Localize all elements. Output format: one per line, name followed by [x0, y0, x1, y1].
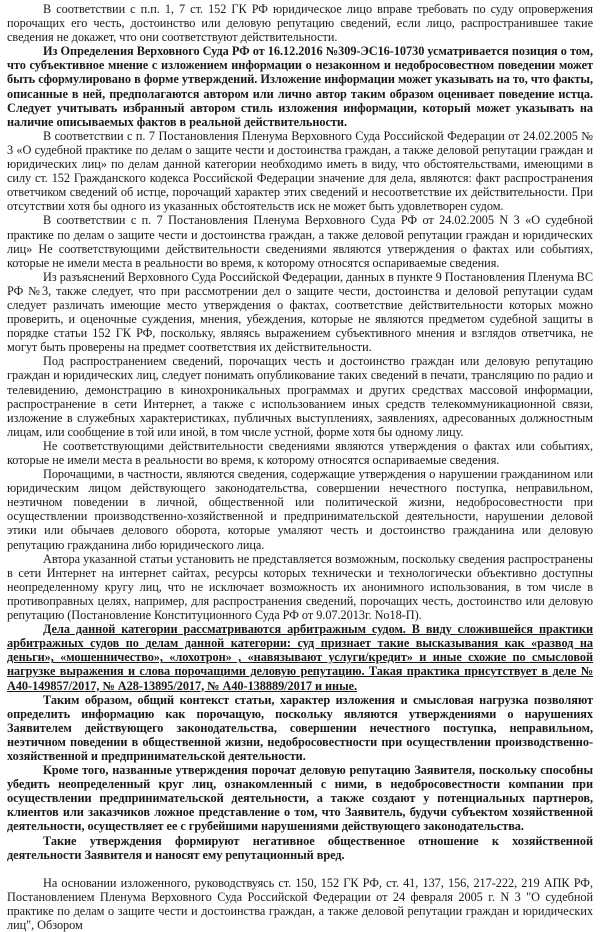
- paragraph-plenum-resolution-p7-false-info: В соответствии с п. 7 Постановления Пленума Верховного Суда РФ от 24.02.2005 N 3 «О судебной практике по делам о защите чести и достоинства граждан, а также деловой репутации граждан и юридических лиц» Не соответствующими действительности сведениями являются утверждения о фактах или событиях, которые не имели места в реальности во время, к которому относятся оспариваемые сведения.: [7, 213, 593, 270]
- paragraph-plenum-resolution-p7: В соответствии с п. 7 Постановления Пленума Верховного Суда Российской Федерации от 24.02.2005 № 3 «О судебной практике по делам о защите чести и достоинства граждан, а также деловой репутации граждан и юридических лиц» по делам данной категории необходимо иметь в виду, что обстоятельствами, имеющими в силу ст. 152 Гражданского кодекса Российской Федерации значение для дела, являются: факт распространения ответчиком сведений об истце, порочащий характер этих сведений и несоответствие их действительности. При отсутствии хотя бы одного из указанных обстоятельств иск не может быть удовлетворен судом.: [7, 128, 593, 214]
- paragraph-false-info-definition: Не соответствующими действительности сведениями являются утверждения о фактах или событиях, которые не имели места в реальности во время, к которому относятся оспариваемые сведения.: [7, 438, 593, 467]
- paragraph-supreme-court-ruling: Из Определения Верховного Суда РФ от 16.12.2016 №309-ЭС16-10730 усматривается позиция о том, что субъективное мнение с изложением информации о незаконном и недобросовестном поведении может быть сформулировано в форме утверждений. Изложение информации может указывать на то, что факты, описанные в ней, предполагаются автором или лично автор таким образом оценивает поведение истца. Следует учитывать избранный автором стиль изложения информации, который может указывать на наличие описываемых фактов в реальной действительности.: [7, 44, 593, 129]
- paragraph-legal-basis: В соответствии с п.п. 1, 7 ст. 152 ГК РФ юридическое лицо вправе требовать по суду опровержения порочащих его честь, достоинство или деловую репутацию сведений, если лицо, распространившее такие сведения не докажет, что они соответствуют действительности.: [7, 2, 593, 45]
- paragraph-clarifications-p9: Из разъяснений Верховного Суда Российской Федерации, данных в пункте 9 Постановления Пленума ВС РФ №3, также следует, что при рассмотрении дел о защите чести, достоинства и деловой репутации судам следует различать имеющие место утверждения о фактах, соответствие действительности которых можно проверить, и оценочные суждения, мнения, убеждения, которые не являются предметом судебной защиты в порядке статьи 152 ГК РФ, поскольку, являясь выражением субъективного мнения и взглядов ответчика, не могут быть проверены на предмет соответствия их действительности.: [7, 269, 593, 355]
- paragraph-dissemination-definition: Под распространением сведений, порочащих честь и достоинство граждан или деловую репутацию граждан и юридических лиц, следует понимать опубликование таких сведений в печати, трансляцию по радио и телевидению, демонстрацию в кинохроникальных программах и других средствах массовой информации, распространение в сети Интернет, а также с использованием иных средств телекоммуникационной связи, изложение в служебных характеристиках, публичных выступлениях, заявлениях, адресованных должностным лицам, или сообщение в той или иной, в том числе устной, форме хотя бы одному лицу.: [7, 354, 593, 439]
- paragraph-reputation-damage: Кроме того, названные утверждения порочат деловую репутацию Заявителя, поскольку способны убедить неопределенный круг лиц, ознакомленный с ними, в недобросовестности компании при осуществлении предпринимательской деятельности, а также создают у потенциальных партнеров, клиентов или заказчиков ложное представление о том, что Заявитель, будучи субъектом хозяйственной деятельности, осуществляет ее с грубейшими нарушениями действующего законодательства.: [7, 763, 593, 834]
- paragraph-grounds: На основании изложенного, руководствуясь ст. 150, 152 ГК РФ, ст. 41, 137, 156, 217-222, 219 АПК РФ, Постановлением Пленума Верховного Суда Российской Федерации от 24 февраля 2005 г. N 3 "О судебной практике по делам о защите чести и достоинства граждан, а также деловой репутации граждан и юридических лиц", Обзором: [7, 875, 593, 932]
- paragraph-arbitration-practice: Дела данной категории рассматриваются арбитражным судом. В виду сложившейся практики арбитражных судов по делам данной категории: суд признает такие высказывания как «развод на деньги», «мошенничество», «лохотрон» , «навязывают услуги/кредит» и иные схожие по смысловой нагрузке выражения и слова порочащими деловую репутацию. Такая практика присутствует в деле № А40-149857/2017, № А28-13895/2017, № А40-138889/2017 и иные.: [7, 622, 593, 693]
- paragraph-defamatory-definition: Порочащими, в частности, являются сведения, содержащие утверждения о нарушении гражданином или юридическим лицом действующего законодательства, совершении нечестного поступка, неправильном, неэтичном поведении в личной, общественной или политической жизни, недобросовестности при осуществлении производственно-хозяйственной и предпринимательской деятельности, нарушении деловой этики или обычаев делового оборота, которые умаляют честь и достоинство гражданина или деловую репутацию гражданина либо юридического лица.: [7, 467, 593, 552]
- paragraph-conclusion-context: Таким образом, общий контекст статьи, характер изложения и смысловая нагрузка позволяют определить информацию как порочащую, поскольку являются утверждениями о нарушениях Заявителем действующего законодательства, совершении нечестного поступка, неправильном, неэтичном поведении в общественной жизни, недобросовестности при осуществлении производственно-хозяйственной и предпринимательской деятельности.: [7, 692, 593, 763]
- paragraph-author-unknown: Автора указанной статьи установить не представляется возможным, поскольку сведения распространены в сети Интернет на интернет сайтах, ресурсы которых технически и технологически объективно доступны неопределенному кругу лиц, что не исключает возможность их анонимного использования, в том числе в противоправных целях, например, для распространения сведений, порочащих честь, достоинство или деловую репутацию (Постановление Конституционного Суда РФ от 9.07.2013г. No18-П).: [7, 551, 593, 623]
- paragraph-negative-attitude: Такие утверждения формируют негативное общественное отношение к хозяйственной деятельности Заявителя и наносят ему репутационный вред.: [7, 833, 593, 862]
